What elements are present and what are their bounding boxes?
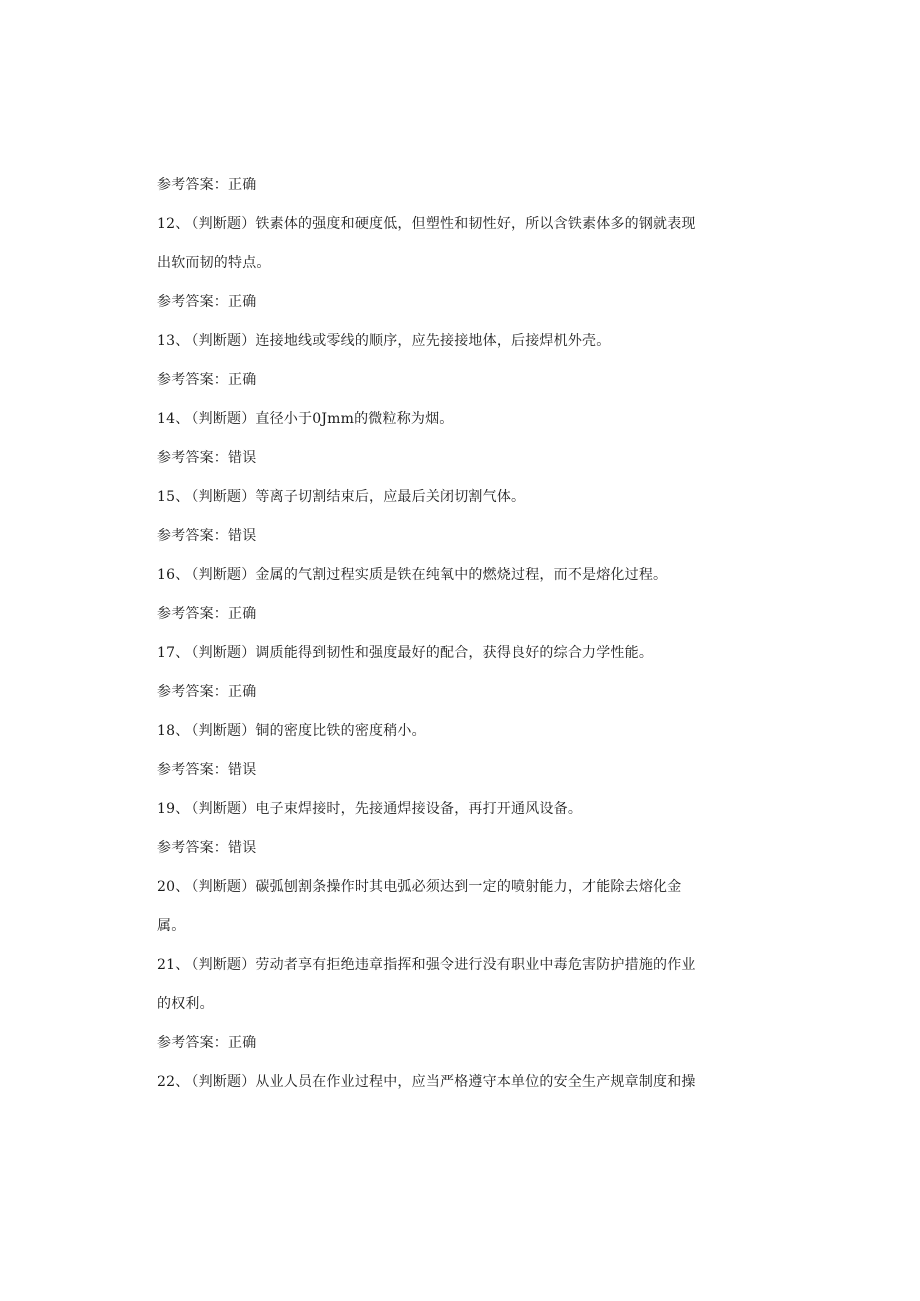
question-line xyxy=(157,799,582,819)
answer-line xyxy=(157,292,256,312)
question-number: 15、 xyxy=(157,489,190,505)
question-number: 21、 xyxy=(157,957,190,973)
answer-value: 正确 xyxy=(228,1035,257,1051)
answer-value: 正确 xyxy=(228,684,257,700)
question-text: 铁素体的强度和硬度低，但塑性和韧性好，所以含铁素体多的钢就表现 xyxy=(255,216,696,232)
question-line xyxy=(157,409,454,429)
question-number: 19、 xyxy=(157,801,190,817)
question-text: 碳弧刨割条操作时其电弧必须达到一定的喷射能力，才能除去熔化金 xyxy=(255,879,682,895)
question-number: 20、 xyxy=(157,879,190,895)
question-text: 的权利。 xyxy=(157,996,214,1012)
question-text: 连接地线或零线的顺序，应先接接地体，后接焊机外壳。 xyxy=(255,333,611,349)
answer-line xyxy=(157,838,256,858)
question-line xyxy=(157,1072,696,1092)
question-type-tag: （判断题） xyxy=(191,489,256,505)
answer-value: 正确 xyxy=(228,177,257,193)
answer-line xyxy=(157,370,256,390)
question-text: 属。 xyxy=(157,918,186,934)
question-number: 22、 xyxy=(157,1074,190,1090)
answer-label: 参考答案： xyxy=(157,684,228,700)
question-type-tag: （判断题） xyxy=(191,1074,256,1090)
question-continuation-line xyxy=(157,253,271,273)
answer-value: 正确 xyxy=(228,606,257,622)
question-type-tag: （判断题） xyxy=(191,801,256,817)
question-line xyxy=(157,877,681,897)
question-text: 从业人员在作业过程中，应当严格遵守本单位的安全生产规章制度和操 xyxy=(255,1074,696,1090)
answer-label: 参考答案： xyxy=(157,450,228,466)
answer-value: 错误 xyxy=(228,840,257,856)
question-type-tag: （判断题） xyxy=(191,723,256,739)
question-text: 出软而韧的特点。 xyxy=(157,255,271,271)
answer-value: 错误 xyxy=(228,450,257,466)
answer-value: 正确 xyxy=(228,372,257,388)
question-line xyxy=(157,487,525,507)
question-type-tag: （判断题） xyxy=(191,645,256,661)
question-type-tag: （判断题） xyxy=(191,567,256,583)
question-number: 12、 xyxy=(157,216,190,232)
question-continuation-line xyxy=(157,994,214,1014)
question-line xyxy=(157,643,653,663)
answer-line xyxy=(157,682,256,702)
answer-label: 参考答案： xyxy=(157,606,228,622)
question-text: 铜的密度比铁的密度稍小。 xyxy=(255,723,426,739)
question-number: 17、 xyxy=(157,645,190,661)
question-type-tag: （判断题） xyxy=(191,333,256,349)
question-line xyxy=(157,955,696,975)
question-line xyxy=(157,721,426,741)
question-number: 14、 xyxy=(157,411,190,427)
answer-line xyxy=(157,448,256,468)
answer-line xyxy=(157,760,256,780)
answer-label: 参考答案： xyxy=(157,1035,228,1051)
question-type-tag: （判断题） xyxy=(191,879,256,895)
answer-line xyxy=(157,604,256,624)
answer-value: 错误 xyxy=(228,762,257,778)
question-line xyxy=(157,331,610,351)
answer-value: 正确 xyxy=(228,294,257,310)
answer-label: 参考答案： xyxy=(157,528,228,544)
answer-line xyxy=(157,1033,256,1053)
question-line xyxy=(157,214,696,234)
question-number: 16、 xyxy=(157,567,190,583)
question-text: 调质能得到韧性和强度最好的配合，获得良好的综合力学性能。 xyxy=(255,645,654,661)
answer-label: 参考答案： xyxy=(157,762,228,778)
answer-value: 错误 xyxy=(228,528,257,544)
answer-label: 参考答案： xyxy=(157,177,228,193)
answer-label: 参考答案： xyxy=(157,294,228,310)
answer-line xyxy=(157,526,256,546)
answer-line xyxy=(157,175,256,195)
question-text: 等离子切割结束后，应最后关闭切割气体。 xyxy=(255,489,526,505)
question-text: 直径小于0Jmm的微粒称为烟。 xyxy=(255,411,454,427)
question-type-tag: （判断题） xyxy=(191,957,256,973)
question-continuation-line xyxy=(157,916,185,936)
question-type-tag: （判断题） xyxy=(191,411,256,427)
question-text: 电子束焊接时，先接通焊接设备，再打开通风设备。 xyxy=(255,801,583,817)
question-text: 劳动者享有拒绝违章指挥和强令进行没有职业中毒危害防护措施的作业 xyxy=(255,957,696,973)
question-number: 18、 xyxy=(157,723,190,739)
answer-label: 参考答案： xyxy=(157,840,228,856)
question-line xyxy=(157,565,667,585)
question-text: 金属的气割过程实质是铁在纯氧中的燃烧过程，而不是熔化过程。 xyxy=(255,567,668,583)
question-number: 13、 xyxy=(157,333,190,349)
question-type-tag: （判断题） xyxy=(191,216,256,232)
answer-label: 参考答案： xyxy=(157,372,228,388)
